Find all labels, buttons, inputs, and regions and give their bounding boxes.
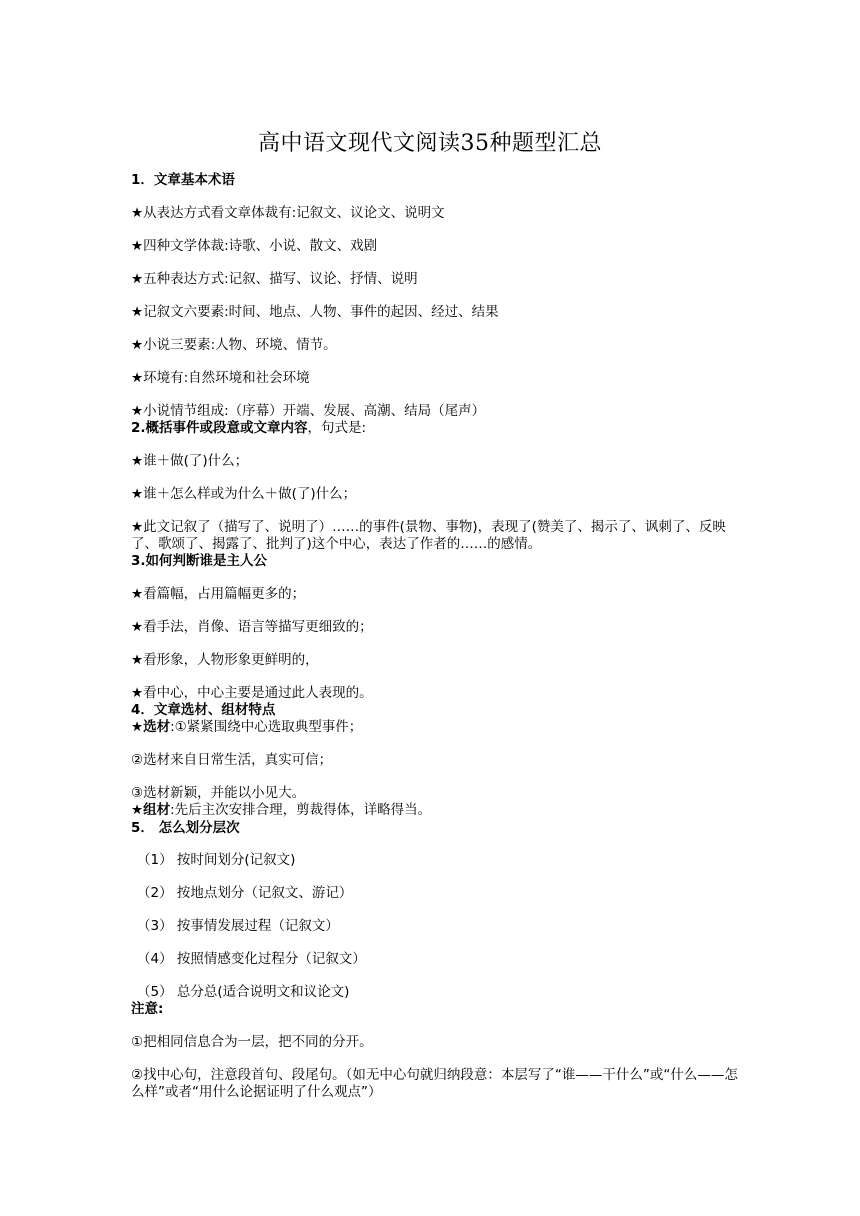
list-item: ①把相同信息合为一层，把不同的分开。 [131,1034,373,1050]
list-item: （5） 总分总(适合说明文和议论文) [137,984,350,1000]
list-item: ★看形象，人物形象更鲜明的， [131,652,319,668]
list-item: （4） 按照情感变化过程分（记叙文） [137,951,366,967]
zucai-label: 组材 [143,802,171,818]
list-item: ★谁＋做(了)什么； [131,453,249,469]
heading-4: 4．文章选材、组材特点 [131,702,276,718]
list-item: （3） 按事情发展过程（记叙文） [137,918,339,934]
zucai-text: :先后主次安排合理，剪裁得体，详略得当。 [170,802,432,818]
note-heading: 注意: [131,1001,164,1017]
star-bullet: ★ [131,802,144,818]
heading-2-rest: ，句式是: [307,420,367,436]
list-item: ★看中心，中心主要是通过此人表现的。 [131,685,373,701]
list-item: ★看手法，肖像、语言等描写更细致的； [131,619,373,635]
list-item: （1） 按时间划分(记叙文) [137,852,296,868]
document-title: 高中语文现代文阅读35种题型汇总 [258,131,602,156]
list-item: ★四种文学体裁:诗歌、小说、散文、戏剧 [131,238,378,254]
heading-2 [131,420,741,437]
list-item: ★环境有:自然环境和社会环境 [131,370,310,386]
list-item: ★从表达方式看文章体裁有:记叙文、议论文、说明文 [131,205,445,221]
list-item: ★小说情节组成:（序幕）开端、发展、高潮、结局（尾声） [131,403,486,419]
list-item: ③选材新颖，并能以小见大。 [131,785,306,801]
heading-1: 1．文章基本术语 [131,172,235,188]
list-item: ★记叙文六要素:时间、地点、人物、事件的起因、经过、结果 [131,304,499,320]
list-item: ★看篇幅，占用篇幅更多的； [131,586,306,602]
xuancai-label: 选材 [143,719,171,735]
list-item: ★谁＋怎么样或为什么＋做(了)什么； [131,486,357,502]
heading-5: 5． 怎么划分层次 [131,820,240,836]
star-bullet: ★ [131,719,144,735]
list-item: （2） 按地点划分（记叙文、游记） [137,885,353,901]
list-item: ★小说三要素:人物、环境、情节。 [131,337,337,353]
list-item: ★五种表达方式:记叙、描写、议论、抒情、说明 [131,271,418,287]
list-item [131,802,741,819]
paragraph: ★此文记叙了（描写了、说明了）……的事件(景物、事物)，表现了(赞美了、揭示了、讽刺了、反映了、歌颂了、揭露了、批判了)这个中心，表达了作者的……的感情。 [131,519,726,552]
xuancai-text: :①紧紧围绕中心选取典型事件； [170,719,363,735]
list-item: ②选材来自日常生活，真实可信； [131,752,333,768]
heading-3: 3.如何判断谁是主人公 [131,553,268,569]
paragraph: ②找中心句，注意段首句、段尾句。（如无中心句就归纳段意：本层写了“谁——干什么”或“什么——怎么样”或者“用什么论据证明了什么观点”） [131,1067,738,1100]
list-item [131,719,741,736]
heading-2-bold: 2.概括事件或段意或文章内容 [131,420,308,436]
